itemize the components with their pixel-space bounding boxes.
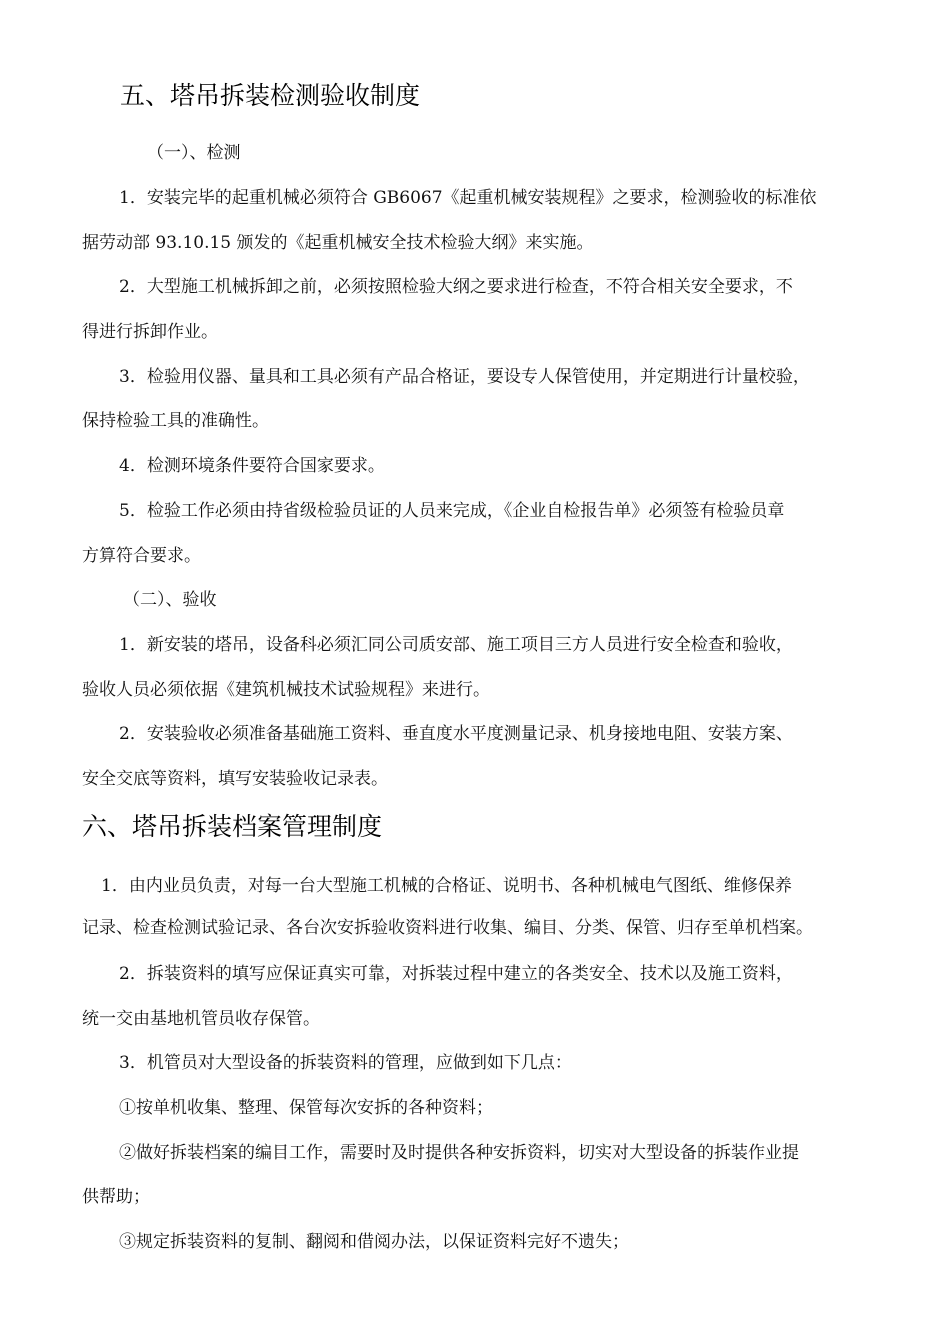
inspection-item-2-line2: 得进行拆卸作业。 (82, 322, 218, 342)
section5-heading: 五、塔吊拆装检测验收制度 (120, 81, 421, 110)
archive-point-1: ①按单机收集、整理、保管每次安拆的各种资料； (119, 1098, 493, 1118)
inspection-item-3-line1: 3．检验用仪器、量具和工具必须有产品合格证，要设专人保管使用，并定期进行计量校验， (119, 367, 810, 387)
archive-point-2-line2: 供帮助； (82, 1187, 150, 1207)
acceptance-item-1-line1: 1．新安装的塔吊，设备科必须汇同公司质安部、施工项目三方人员进行安全检查和验收， (119, 635, 793, 655)
archive-item-1-line1: 1．由内业员负责，对每一台大型施工机械的合格证、说明书、各种机械电气图纸、维修保养 (101, 876, 792, 896)
archive-item-2-line1: 2．拆装资料的填写应保证真实可靠，对拆装过程中建立的各类安全、技术以及施工资料， (119, 964, 793, 984)
inspection-item-1-line2: 据劳动部 93.10.15 颁发的《起重机械安全技术检验大纲》来实施。 (82, 233, 594, 253)
acceptance-item-2-line1: 2．安装验收必须准备基础施工资料、垂直度水平度测量记录、机身接地电阻、安装方案、 (119, 724, 793, 744)
section5-subheading-acceptance: （二）、验收 (123, 590, 217, 610)
inspection-item-4: 4．检测环境条件要符合国家要求。 (119, 456, 385, 476)
inspection-item-5-line1: 5．检验工作必须由持省级检验员证的人员来完成，《企业自检报告单》必须签有检验员章 (119, 501, 785, 521)
archive-point-3: ③规定拆装资料的复制、翻阅和借阅办法，以保证资料完好不遗失； (119, 1232, 629, 1252)
archive-item-2-line2: 统一交由基地机管员收存保管。 (82, 1009, 320, 1029)
inspection-item-1-line1: 1．安装完毕的起重机械必须符合 GB6067《起重机械安装规程》之要求，检测验收的标准依 (119, 188, 817, 208)
archive-item-3: 3．机管员对大型设备的拆装资料的管理，应做到如下几点： (119, 1053, 572, 1073)
inspection-item-2-line1: 2．大型施工机械拆卸之前，必须按照检验大纲之要求进行检查，不符合相关安全要求，不 (119, 277, 793, 297)
acceptance-item-1-line2: 验收人员必须依据《建筑机械技术试验规程》来进行。 (82, 680, 490, 700)
section5-subheading-inspection: （一）、检测 (147, 143, 241, 163)
acceptance-item-2-line2: 安全交底等资料，填写安装验收记录表。 (82, 769, 388, 789)
section6-heading: 六、塔吊拆装档案管理制度 (82, 812, 383, 841)
inspection-item-3-line2: 保持检验工具的准确性。 (82, 411, 269, 431)
inspection-item-5-line2: 方算符合要求。 (82, 546, 201, 566)
archive-point-2-line1: ②做好拆装档案的编目工作，需要时及时提供各种安拆资料，切实对大型设备的拆装作业提 (119, 1143, 799, 1163)
archive-item-1-line2: 记录、检查检测试验记录、各台次安拆验收资料进行收集、编目、分类、保管、归存至单机档案。 (82, 918, 813, 938)
